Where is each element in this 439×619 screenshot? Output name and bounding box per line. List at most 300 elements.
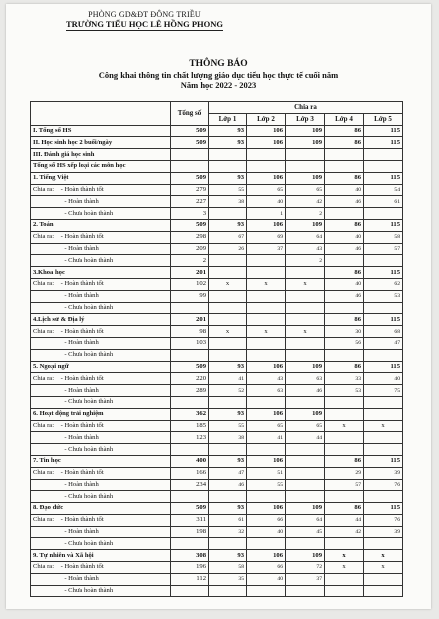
table-row: [31, 137, 403, 149]
grade-1-cell: [209, 314, 247, 326]
grade-4-cell: [325, 349, 364, 361]
grade-5-cell: 75: [364, 385, 403, 397]
grade-2-cell: 65: [247, 420, 286, 432]
grade-5-cell: [364, 491, 403, 503]
grade-3-cell: 72: [286, 562, 325, 574]
total-cell: 166: [171, 467, 209, 479]
grade-5-cell: 115: [364, 314, 403, 326]
row-label: Chia ra: - Hoàn thành tốt: [31, 562, 171, 574]
grade-4-cell: x: [325, 550, 364, 562]
grade-1-cell: 38: [209, 196, 247, 208]
row-label: Chia ra: - Hoàn thành tốt: [31, 420, 171, 432]
grade-3-cell: 42: [286, 196, 325, 208]
table-row: [31, 585, 403, 597]
row-label: 5. Ngoại ngữ: [31, 361, 171, 373]
grade-3-cell: [286, 479, 325, 491]
header-grade-1: Lớp 1: [209, 113, 247, 125]
row-label: - Hoàn thành: [31, 479, 171, 491]
grade-5-cell: [364, 208, 403, 220]
grade-5-cell: 47: [364, 337, 403, 349]
table-row: [31, 455, 403, 467]
table-row: [31, 550, 403, 562]
row-label: - Chưa hoàn thành: [31, 349, 171, 361]
grade-3-cell: 2: [286, 255, 325, 267]
row-label: Chia ra: - Hoàn thành tốt: [31, 514, 171, 526]
grade-2-cell: 106: [247, 455, 286, 467]
total-cell: 279: [171, 184, 209, 196]
grade-4-cell: 86: [325, 172, 364, 184]
total-cell: 99: [171, 290, 209, 302]
grade-3-cell: 45: [286, 526, 325, 538]
grade-3-cell: [286, 396, 325, 408]
grade-5-cell: [364, 160, 403, 172]
row-label: Chia ra: - Hoàn thành tốt: [31, 373, 171, 385]
table-row: [31, 172, 403, 184]
grade-5-cell: 115: [364, 172, 403, 184]
grade-1-cell: 32: [209, 526, 247, 538]
grade-2-cell: [247, 302, 286, 314]
total-cell: 112: [171, 573, 209, 585]
table-row: [31, 160, 403, 172]
row-label: - Hoàn thành: [31, 432, 171, 444]
grade-5-cell: [364, 444, 403, 456]
grade-5-cell: [364, 349, 403, 361]
grade-5-cell: 115: [364, 219, 403, 231]
grade-2-cell: 43: [247, 373, 286, 385]
total-cell: 123: [171, 432, 209, 444]
grade-5-cell: 76: [364, 479, 403, 491]
grade-1-cell: 93: [209, 408, 247, 420]
row-label: Chia ra: - Hoàn thành tốt: [31, 278, 171, 290]
grade-1-cell: 47: [209, 467, 247, 479]
grade-2-cell: 63: [247, 385, 286, 397]
row-label: Chia ra: - Hoàn thành tốt: [31, 184, 171, 196]
grade-2-cell: 66: [247, 562, 286, 574]
row-label: III. Đánh giá học sinh: [31, 149, 171, 161]
grade-2-cell: [247, 585, 286, 597]
grade-5-cell: [364, 585, 403, 597]
row-label: - Hoàn thành: [31, 196, 171, 208]
row-label: Chia ra: - Hoàn thành tốt: [31, 231, 171, 243]
table-row: [31, 361, 403, 373]
grade-3-cell: 109: [286, 125, 325, 137]
grade-5-cell: 68: [364, 326, 403, 338]
grade-4-cell: [325, 573, 364, 585]
table-row: [31, 149, 403, 161]
grade-5-cell: 115: [364, 503, 403, 515]
grade-2-cell: 40: [247, 573, 286, 585]
grade-2-cell: 106: [247, 219, 286, 231]
grade-1-cell: 35: [209, 573, 247, 585]
grade-3-cell: [286, 267, 325, 279]
total-cell: 185: [171, 420, 209, 432]
total-cell: [171, 585, 209, 597]
grade-1-cell: [209, 290, 247, 302]
grade-5-cell: [364, 302, 403, 314]
table-row: [31, 349, 403, 361]
grade-3-cell: 64: [286, 514, 325, 526]
grade-4-cell: 86: [325, 267, 364, 279]
quality-table: [30, 101, 403, 597]
grade-2-cell: 106: [247, 125, 286, 137]
grade-1-cell: 52: [209, 385, 247, 397]
header-of-which: Chia ra: [209, 102, 403, 114]
notice-heading: [6, 59, 431, 91]
grade-2-cell: 106: [247, 408, 286, 420]
grade-4-cell: x: [325, 420, 364, 432]
grade-4-cell: 53: [325, 385, 364, 397]
row-label: Chia ra: - Hoàn thành tốt: [31, 467, 171, 479]
grade-1-cell: [209, 538, 247, 550]
total-cell: 308: [171, 550, 209, 562]
row-label: - Chưa hoàn thành: [31, 585, 171, 597]
grade-4-cell: 40: [325, 184, 364, 196]
total-cell: 98: [171, 326, 209, 338]
grade-3-cell: 44: [286, 432, 325, 444]
table-body: [31, 125, 403, 597]
total-cell: [171, 302, 209, 314]
grade-4-cell: 40: [325, 231, 364, 243]
row-label: Chia ra: - Hoàn thành tốt: [31, 326, 171, 338]
grade-1-cell: 46: [209, 479, 247, 491]
row-label: 6. Hoạt động trải nghiệm: [31, 408, 171, 420]
grade-3-cell: [286, 538, 325, 550]
total-cell: [171, 396, 209, 408]
grade-2-cell: x: [247, 326, 286, 338]
grade-4-cell: 86: [325, 219, 364, 231]
header-grade-4: Lớp 4: [325, 113, 364, 125]
row-label: 7. Tin học: [31, 455, 171, 467]
grade-5-cell: 39: [364, 526, 403, 538]
table-row: [31, 432, 403, 444]
total-cell: 234: [171, 479, 209, 491]
grade-5-cell: [364, 149, 403, 161]
grade-3-cell: 109: [286, 137, 325, 149]
table-row: [31, 231, 403, 243]
table-row: [31, 326, 403, 338]
grade-4-cell: 86: [325, 455, 364, 467]
grade-2-cell: 40: [247, 196, 286, 208]
row-label: 4.Lịch sử & Địa lý: [31, 314, 171, 326]
grade-3-cell: 65: [286, 184, 325, 196]
grade-3-cell: [286, 585, 325, 597]
total-cell: 209: [171, 243, 209, 255]
table-row: [31, 302, 403, 314]
grade-4-cell: 46: [325, 196, 364, 208]
table-row: [31, 503, 403, 515]
grade-3-cell: [286, 290, 325, 302]
total-cell: 3: [171, 208, 209, 220]
department-name: PHÒNG GD&ĐT ĐÔNG TRIỀU: [88, 10, 201, 19]
grade-3-cell: [286, 491, 325, 503]
letterhead: [66, 10, 223, 31]
grade-2-cell: 1: [247, 208, 286, 220]
grade-1-cell: 26: [209, 243, 247, 255]
grade-2-cell: 106: [247, 361, 286, 373]
grade-1-cell: x: [209, 278, 247, 290]
total-cell: 509: [171, 172, 209, 184]
grade-2-cell: 106: [247, 137, 286, 149]
total-cell: 201: [171, 267, 209, 279]
grade-5-cell: [364, 432, 403, 444]
document-page: [6, 4, 431, 609]
table-row: [31, 526, 403, 538]
table-row: [31, 385, 403, 397]
row-label: Tổng số HS xếp loại các môn học: [31, 160, 171, 172]
notice-title: THÔNG BÁO: [189, 59, 248, 69]
row-label: - Chưa hoàn thành: [31, 396, 171, 408]
grade-4-cell: 40: [325, 278, 364, 290]
grade-5-cell: x: [364, 550, 403, 562]
table-row: [31, 396, 403, 408]
table-row: [31, 444, 403, 456]
grade-4-cell: [325, 160, 364, 172]
grade-2-cell: 69: [247, 231, 286, 243]
row-label: 9. Tự nhiên và Xã hội: [31, 550, 171, 562]
grade-3-cell: 109: [286, 408, 325, 420]
table-row: [31, 290, 403, 302]
header-grade-2: Lớp 2: [247, 113, 286, 125]
grade-2-cell: [247, 267, 286, 279]
grade-5-cell: [364, 573, 403, 585]
grade-3-cell: [286, 314, 325, 326]
total-cell: 102: [171, 278, 209, 290]
table-row: [31, 278, 403, 290]
row-label: - Hoàn thành: [31, 243, 171, 255]
row-label: 3.Khoa học: [31, 267, 171, 279]
table-row: [31, 467, 403, 479]
grade-2-cell: [247, 290, 286, 302]
grade-4-cell: x: [325, 562, 364, 574]
grade-4-cell: [325, 408, 364, 420]
row-label: - Chưa hoàn thành: [31, 444, 171, 456]
total-cell: 289: [171, 385, 209, 397]
grade-1-cell: [209, 267, 247, 279]
total-cell: 201: [171, 314, 209, 326]
grade-2-cell: [247, 255, 286, 267]
grade-3-cell: x: [286, 326, 325, 338]
grade-4-cell: 57: [325, 479, 364, 491]
grade-1-cell: 93: [209, 361, 247, 373]
grade-4-cell: [325, 538, 364, 550]
row-label: - Hoàn thành: [31, 573, 171, 585]
grade-4-cell: 86: [325, 503, 364, 515]
table-row: [31, 337, 403, 349]
grade-1-cell: [209, 337, 247, 349]
grade-2-cell: [247, 349, 286, 361]
row-label: - Hoàn thành: [31, 337, 171, 349]
grade-3-cell: 2: [286, 208, 325, 220]
grade-2-cell: [247, 314, 286, 326]
grade-2-cell: [247, 149, 286, 161]
table-row: [31, 255, 403, 267]
total-cell: 509: [171, 137, 209, 149]
grade-4-cell: 86: [325, 125, 364, 137]
grade-3-cell: 109: [286, 550, 325, 562]
grade-5-cell: [364, 396, 403, 408]
grade-5-cell: 115: [364, 361, 403, 373]
row-label: - Hoàn thành: [31, 526, 171, 538]
grade-1-cell: x: [209, 326, 247, 338]
grade-1-cell: [209, 444, 247, 456]
total-cell: 103: [171, 337, 209, 349]
grade-2-cell: 106: [247, 172, 286, 184]
grade-3-cell: [286, 149, 325, 161]
total-cell: 509: [171, 503, 209, 515]
grade-5-cell: 39: [364, 467, 403, 479]
grade-4-cell: 33: [325, 373, 364, 385]
row-label: - Hoàn thành: [31, 290, 171, 302]
grade-4-cell: [325, 491, 364, 503]
grade-1-cell: [209, 149, 247, 161]
grade-4-cell: 46: [325, 243, 364, 255]
grade-3-cell: [286, 455, 325, 467]
grade-1-cell: 67: [209, 231, 247, 243]
row-label: I. Tổng số HS: [31, 125, 171, 137]
total-cell: [171, 160, 209, 172]
total-cell: 362: [171, 408, 209, 420]
table-row: [31, 408, 403, 420]
grade-5-cell: 61: [364, 196, 403, 208]
grade-3-cell: [286, 467, 325, 479]
grade-1-cell: [209, 349, 247, 361]
grade-5-cell: 54: [364, 184, 403, 196]
table-row: [31, 491, 403, 503]
grade-4-cell: 86: [325, 361, 364, 373]
grade-4-cell: 56: [325, 337, 364, 349]
table-row: [31, 573, 403, 585]
grade-5-cell: 76: [364, 514, 403, 526]
grade-2-cell: 51: [247, 467, 286, 479]
table-row: [31, 219, 403, 231]
row-label: - Hoàn thành: [31, 385, 171, 397]
grade-1-cell: [209, 208, 247, 220]
grade-1-cell: 93: [209, 503, 247, 515]
grade-3-cell: 63: [286, 373, 325, 385]
row-label: 8. Đạo đức: [31, 503, 171, 515]
grade-2-cell: [247, 491, 286, 503]
grade-3-cell: 109: [286, 172, 325, 184]
grade-3-cell: 43: [286, 243, 325, 255]
total-cell: 298: [171, 231, 209, 243]
grade-4-cell: 42: [325, 526, 364, 538]
total-cell: [171, 491, 209, 503]
grade-3-cell: 109: [286, 219, 325, 231]
grade-1-cell: [209, 491, 247, 503]
grade-2-cell: 106: [247, 550, 286, 562]
table-row: [31, 514, 403, 526]
grade-2-cell: 41: [247, 432, 286, 444]
grade-5-cell: 115: [364, 137, 403, 149]
grade-3-cell: 109: [286, 361, 325, 373]
header-grade-3: Lớp 3: [286, 113, 325, 125]
grade-5-cell: 40: [364, 373, 403, 385]
grade-4-cell: 46: [325, 290, 364, 302]
total-cell: 509: [171, 219, 209, 231]
grade-1-cell: [209, 396, 247, 408]
grade-3-cell: 46: [286, 385, 325, 397]
grade-4-cell: 86: [325, 137, 364, 149]
row-label: - Chưa hoàn thành: [31, 255, 171, 267]
grade-1-cell: [209, 302, 247, 314]
school-name: TRƯỜNG TIỂU HỌC LÊ HỒNG PHONG: [66, 19, 224, 29]
grade-5-cell: x: [364, 420, 403, 432]
grade-1-cell: 38: [209, 432, 247, 444]
table-row: [31, 479, 403, 491]
row-label: - Chưa hoàn thành: [31, 491, 171, 503]
grade-3-cell: 65: [286, 420, 325, 432]
grade-2-cell: [247, 538, 286, 550]
table-row: [31, 562, 403, 574]
grade-1-cell: [209, 255, 247, 267]
row-label: - Chưa hoàn thành: [31, 302, 171, 314]
grade-2-cell: [247, 337, 286, 349]
grade-3-cell: [286, 160, 325, 172]
grade-1-cell: 61: [209, 514, 247, 526]
grade-1-cell: 58: [209, 562, 247, 574]
total-cell: 400: [171, 455, 209, 467]
grade-2-cell: 106: [247, 503, 286, 515]
grade-1-cell: 55: [209, 184, 247, 196]
table-row: [31, 125, 403, 137]
row-label: - Chưa hoàn thành: [31, 538, 171, 550]
grade-4-cell: [325, 208, 364, 220]
total-cell: [171, 444, 209, 456]
grade-2-cell: 66: [247, 514, 286, 526]
grade-4-cell: [325, 255, 364, 267]
grade-2-cell: x: [247, 278, 286, 290]
table-row: [31, 538, 403, 550]
total-cell: 509: [171, 361, 209, 373]
grade-5-cell: x: [364, 562, 403, 574]
grade-3-cell: [286, 302, 325, 314]
total-cell: [171, 149, 209, 161]
grade-1-cell: [209, 160, 247, 172]
grade-5-cell: 115: [364, 267, 403, 279]
grade-4-cell: 86: [325, 314, 364, 326]
total-cell: [171, 349, 209, 361]
notice-subtitle: Công khai thông tin chất lượng giáo dục tiểu học thực tế cuối năm: [98, 69, 339, 80]
grade-5-cell: 58: [364, 231, 403, 243]
row-label: 1. Tiếng Việt: [31, 172, 171, 184]
total-cell: [171, 538, 209, 550]
grade-3-cell: [286, 337, 325, 349]
grade-2-cell: 65: [247, 184, 286, 196]
grade-4-cell: [325, 432, 364, 444]
row-label: - Chưa hoàn thành: [31, 208, 171, 220]
grade-1-cell: 93: [209, 172, 247, 184]
grade-1-cell: 93: [209, 550, 247, 562]
grade-1-cell: 93: [209, 125, 247, 137]
header-grade-5: Lớp 5: [364, 113, 403, 125]
grade-5-cell: 115: [364, 455, 403, 467]
grade-5-cell: 57: [364, 243, 403, 255]
grade-4-cell: 29: [325, 467, 364, 479]
grade-4-cell: 30: [325, 326, 364, 338]
table-row: [31, 267, 403, 279]
grade-5-cell: 53: [364, 290, 403, 302]
school-year: Năm học 2022 - 2023: [180, 80, 257, 90]
grade-4-cell: [325, 149, 364, 161]
table-row: [31, 196, 403, 208]
grade-4-cell: [325, 396, 364, 408]
table-row: [31, 314, 403, 326]
grade-3-cell: [286, 349, 325, 361]
grade-2-cell: [247, 396, 286, 408]
grade-4-cell: [325, 302, 364, 314]
total-cell: 196: [171, 562, 209, 574]
grade-5-cell: [364, 408, 403, 420]
